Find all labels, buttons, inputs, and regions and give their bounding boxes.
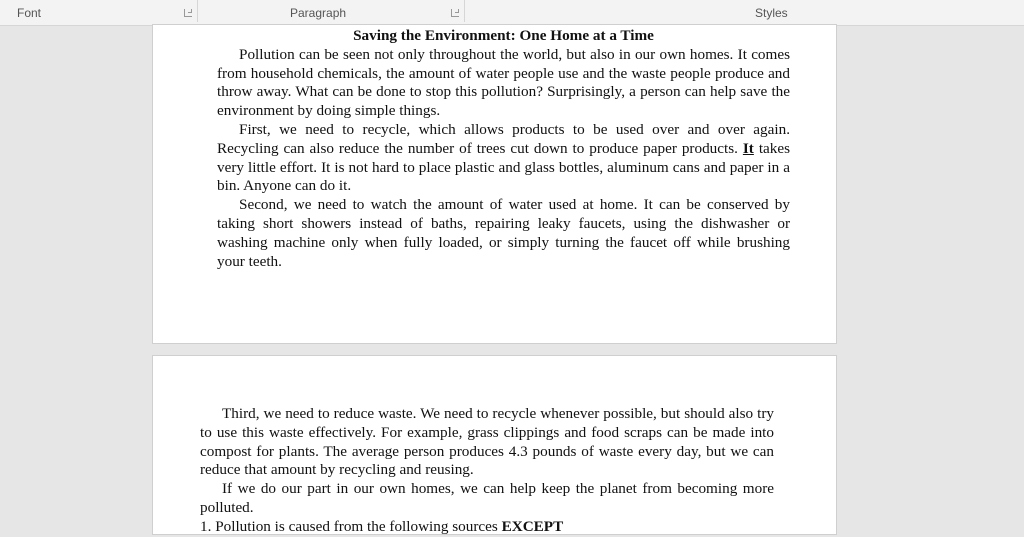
ribbon-group-labels <box>0 0 1024 26</box>
paragraph-dialog-launcher-icon[interactable] <box>451 9 459 17</box>
document-page-2[interactable] <box>152 355 837 535</box>
paragraph-2 <box>217 121 790 196</box>
ribbon-group-paragraph <box>198 0 464 25</box>
bold-underlined-word: It <box>742 139 754 157</box>
question-1 <box>200 518 774 537</box>
ribbon-group-label: Paragraph <box>290 6 347 20</box>
question-1-except: EXCEPT <box>501 517 564 535</box>
question-1-text: 1. Pollution is caused from the following sources <box>200 517 498 535</box>
paragraph-3: Second, we need to watch the amount of water used at home. It can be conserved by taking short showers instead of baths, repairing leaky faucets, using the dishwasher or washing machine only when fully loaded, or simply turning the faucet off while brushing your teeth. <box>217 196 790 270</box>
paragraph-2-part-b: takes very little effort. It is not hard to place plastic and glass bottles, aluminum cans and paper in a bin. Anyone can do it. <box>217 139 791 195</box>
page-body[interactable] <box>217 27 790 271</box>
ribbon-group-label: Styles <box>755 6 788 20</box>
font-dialog-launcher-icon[interactable] <box>184 9 192 17</box>
ribbon-group-font <box>0 0 197 25</box>
paragraph-1: Pollution can be seen not only throughout the world, but also in our own homes. It comes from household chemicals, the amount of water people use and the waste people produce and throw away. What can be done to stop this pollution? Surprisingly, a person can help save the environment by doing simple things. <box>217 45 790 120</box>
paragraph-4: Third, we need to reduce waste. We need to recycle whenever possible, but should also try to use this waste effectively. For example, grass clippings and food scraps can be made into compost for plants. The average person produces 4.3 pounds of waste every day, but we can reduce that amount by recycling and reusing. <box>200 405 774 479</box>
ribbon-group-styles <box>465 0 1024 25</box>
paragraph-2-part-a: First, we need to recycle, which allows products to be used over and over again. Recycling can also reduce the number of trees cut down to produce paper products. <box>217 120 790 157</box>
document-title: Saving the Environment: One Home at a Time <box>353 27 654 44</box>
ribbon-group-label: Font <box>17 6 42 20</box>
document-page-1[interactable] <box>152 24 837 344</box>
page-body[interactable] <box>200 405 774 537</box>
paragraph-5: If we do our part in our own homes, we can help keep the planet from becoming more polluted. <box>200 480 774 516</box>
